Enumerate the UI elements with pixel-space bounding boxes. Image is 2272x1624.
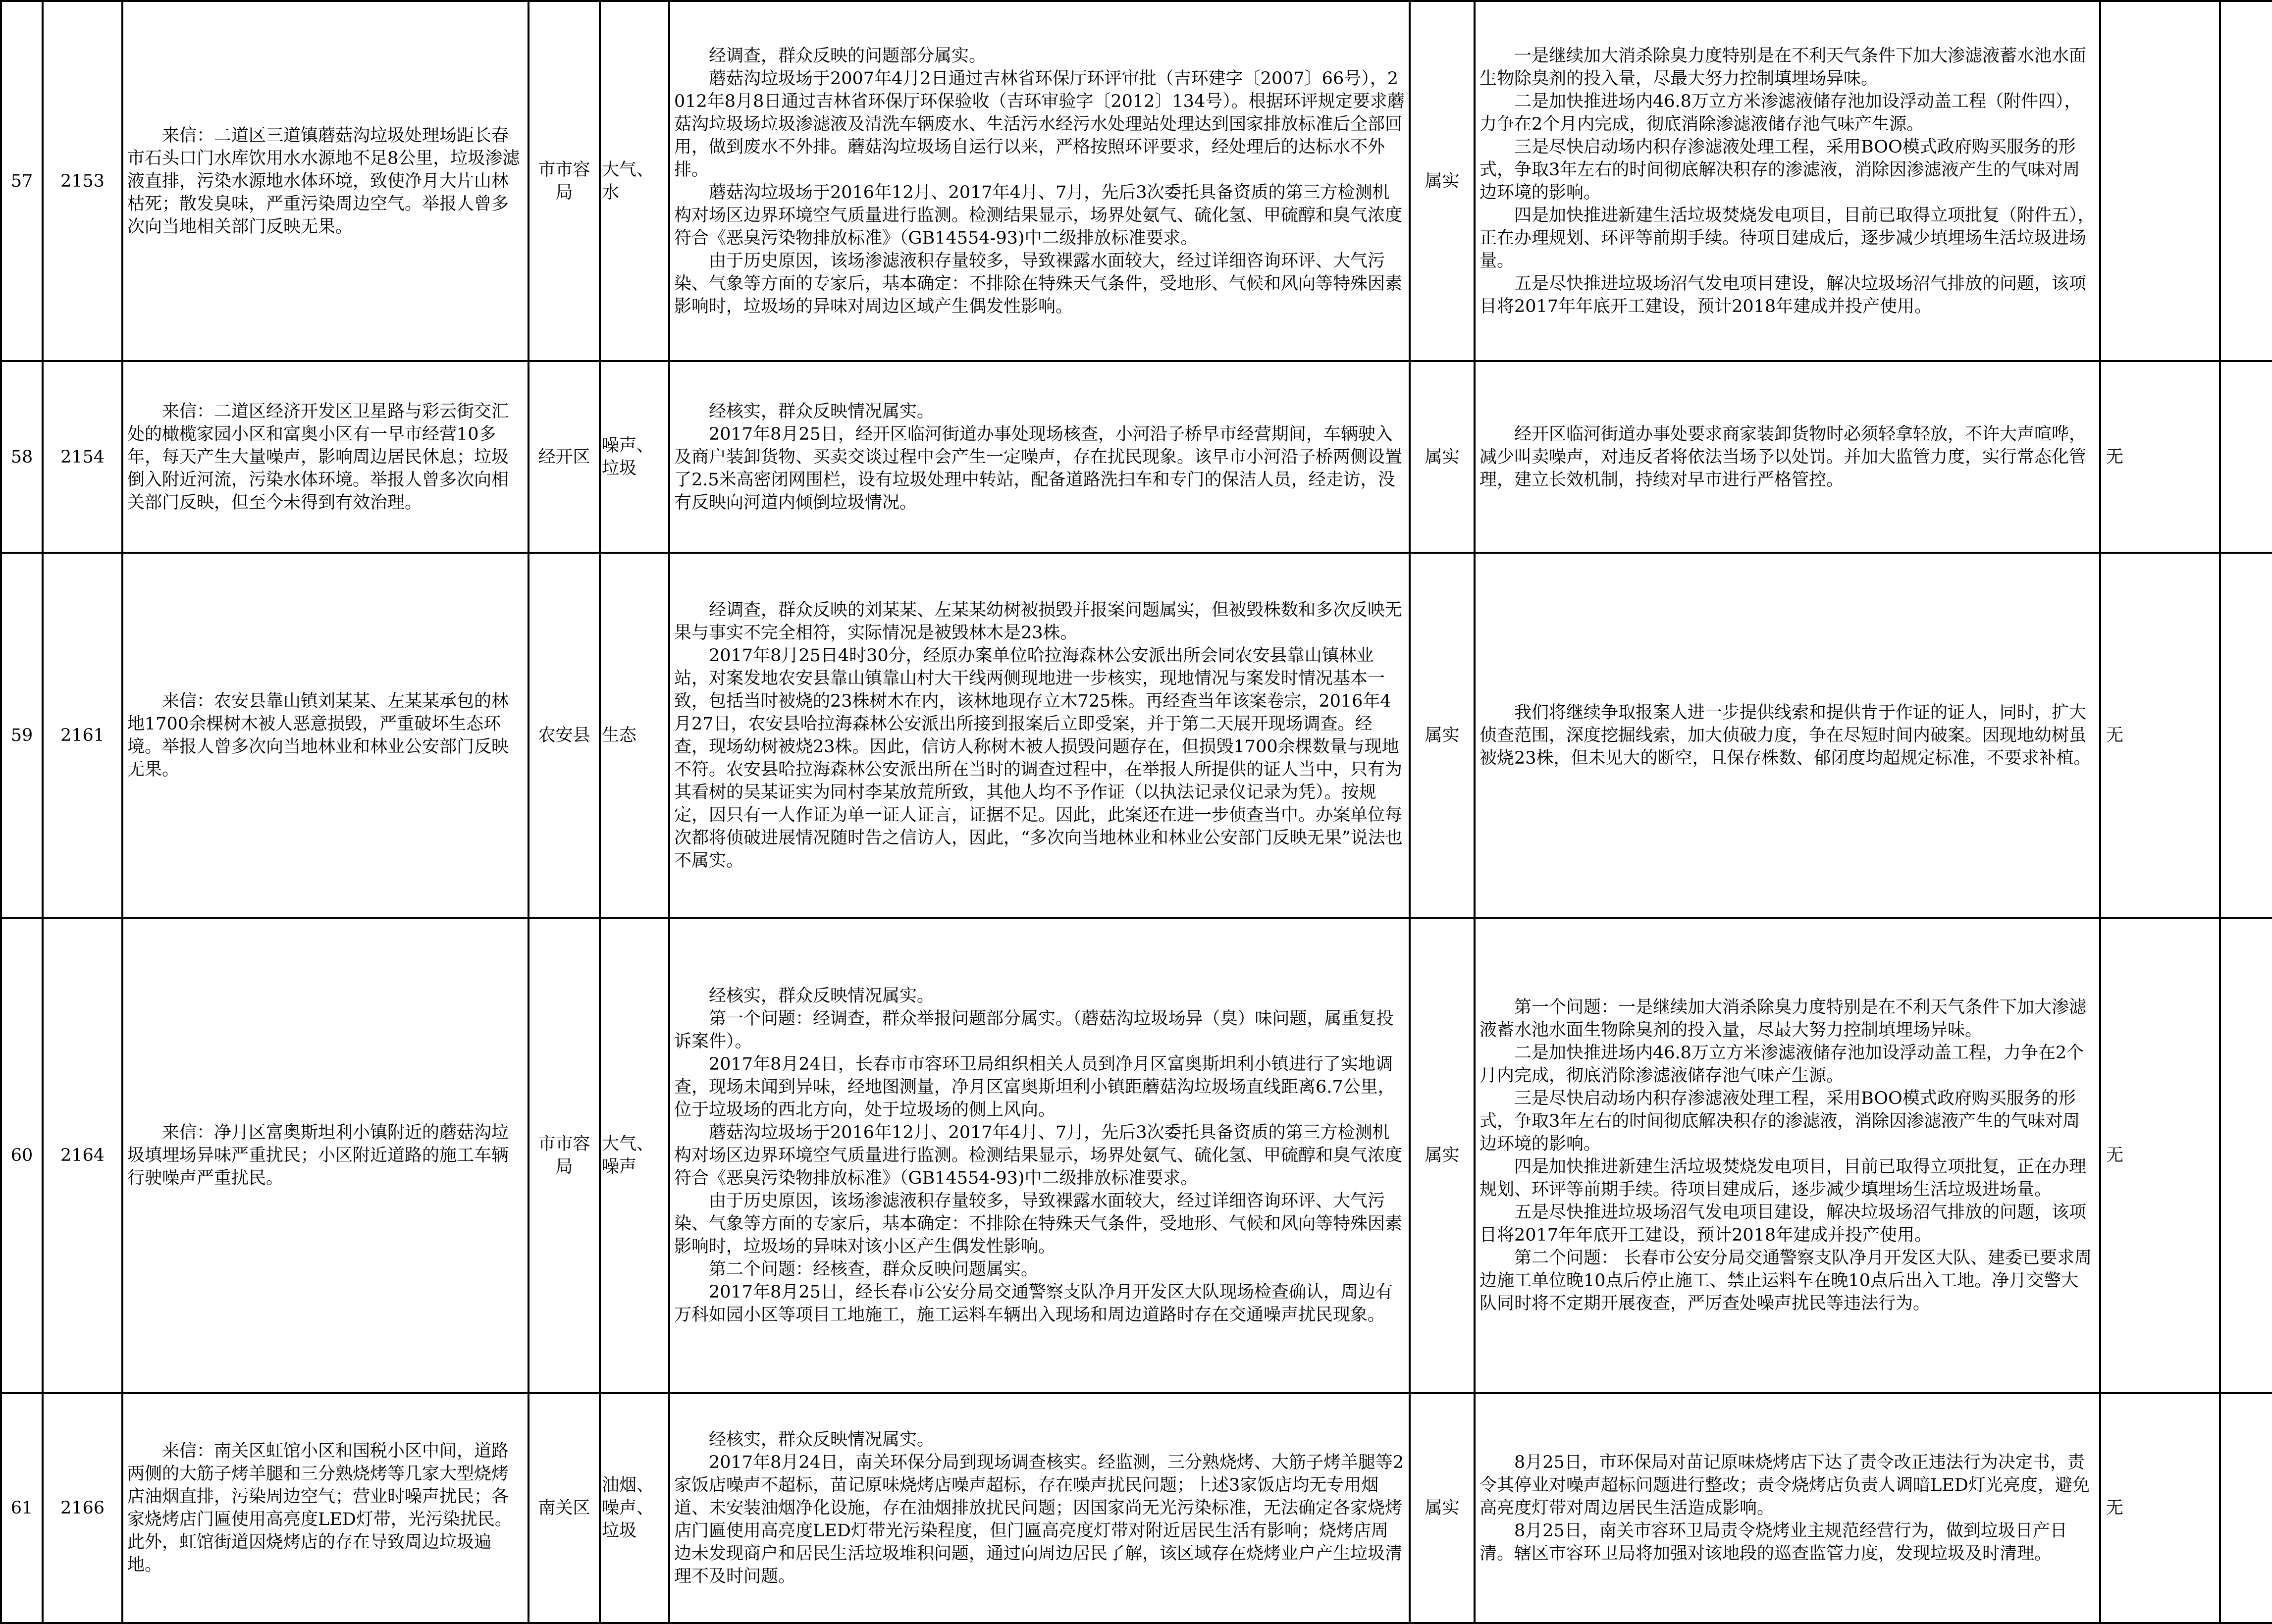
verification-result: 属实 bbox=[1410, 918, 1475, 1393]
accountability-note: 无 bbox=[2100, 361, 2220, 553]
case-id: 2153 bbox=[43, 1, 122, 361]
row-number: 60 bbox=[1, 918, 43, 1393]
investigation-text bbox=[669, 1393, 1410, 1623]
measure-paragraph: 四是加快推进新建生活垃圾焚烧发电项目，目前已取得立项批复（附件五），正在办理规划、环评等前期手续。待项目建成后，逐步减少填埋场生活垃圾进场量。 bbox=[1479, 205, 2095, 271]
remediation-measures bbox=[1475, 553, 2100, 918]
accountability-note: 无 bbox=[2100, 553, 2220, 918]
pollution-type: 噪声、垃圾 bbox=[600, 361, 669, 553]
table-row bbox=[1, 553, 2272, 918]
remediation-measures bbox=[1475, 1393, 2100, 1623]
measure-paragraph: 经开区临河街道办事处要求商家装卸货物时必须轻拿轻放，不许大声喧哗，减少叫卖噪声，对违反者将依法当场予以处罚。并加大监管力度，实行常态化管理，建立长效机制，持续对早市进行严格管控。 bbox=[1479, 424, 2087, 490]
verification-result: 属实 bbox=[1410, 1, 1475, 361]
measure-paragraph: 我们将继续争取报案人进一步提供线索和提供肯于作证的证人，同时，扩大侦查范围，深度挖掘线索，加大侦破力度，争在尽短时间内破案。因现地幼树虽被烧23株，但未见大的断空，且保存株数、郁闭度均超规定标准，不要求补植。 bbox=[1479, 702, 2091, 768]
measure-paragraph: 四是加快推进新建生活垃圾焚烧发电项目，目前已取得立项批复，正在办理规划、环评等前期手续。待项目建成后，逐步减少填埋场生活垃圾进场量。 bbox=[1479, 1157, 2087, 1200]
responsible-unit: 市市容局 bbox=[528, 1, 600, 361]
responsible-unit: 市市容局 bbox=[528, 918, 600, 1393]
table-row bbox=[1, 918, 2272, 1393]
measure-paragraph: 五是尽快推进垃圾场沼气发电项目建设，解决垃圾场沼气排放的问题，该项目将2017年年底开工建设，预计2018年建成并投产使用。 bbox=[1479, 273, 2087, 316]
blank-cell bbox=[2220, 553, 2272, 918]
investigation-paragraph: 经核实，群众反映情况属实。 bbox=[709, 401, 935, 421]
responsible-unit: 农安县 bbox=[528, 553, 600, 918]
pollution-type: 生态 bbox=[600, 553, 669, 918]
pollution-type: 大气、水 bbox=[600, 1, 669, 361]
measure-paragraph: 五是尽快推进垃圾场沼气发电项目建设，解决垃圾场沼气排放的问题，该项目将2017年年底开工建设，预计2018年建成并投产使用。 bbox=[1479, 1203, 2087, 1245]
row-number: 57 bbox=[1, 1, 43, 361]
complaint-text: 来信：净月区富奥斯坦利小镇附近的蘑菇沟垃圾填埋场异味严重扰民；小区附近道路的施工车辆行驶噪声严重扰民。 bbox=[122, 918, 528, 1393]
blank-cell bbox=[2220, 1393, 2272, 1623]
measure-paragraph: 第二个问题： 长春市公安分局交通警察支队净月开发区大队、建委已要求周边施工单位晚10点后停止施工、禁止运料车在晚10点后出入工地。净月交警大队同时将不定期开展夜查，严厉查处噪声扰民等违法行为。 bbox=[1479, 1248, 2092, 1313]
measure-paragraph: 三是尽快启动场内积存渗滤液处理工程，采用BOO模式政府购买服务的形式，争取3年左右的时间彻底解决积存的渗滤液，消除因渗滤液产生的气味对周边环境的影响。 bbox=[1479, 137, 2080, 203]
investigation-paragraph: 经调查，群众反映的刘某某、左某某幼树被损毁并报案问题属实，但被毁株数和多次反映无果与事实不完全相符，实际情况是被毁林木是23株。 bbox=[674, 600, 1403, 643]
blank-cell bbox=[2220, 361, 2272, 553]
accountability-note bbox=[2100, 1, 2220, 361]
remediation-measures bbox=[1475, 918, 2100, 1393]
remediation-measures bbox=[1475, 361, 2100, 553]
investigation-paragraph: 2017年8月25日，经开区临河街道办事处现场核查，小河沿子桥早市经营期间，车辆驶入及商户装卸货物、买卖交谈过程中会产生一定噪声，存在扰民现象。该早市小河沿子桥两侧设置了2.5米高密闭网围栏，设有垃圾处理中转站，配备道路洗扫车和专门的保洁人员，经走访，没有反映向河道内倾倒垃圾情况。 bbox=[674, 424, 1403, 513]
case-id: 2154 bbox=[43, 361, 122, 553]
investigation-paragraph: 由于历史原因，该场渗滤液积存量较多，导致裸露水面较大，经过详细咨询环评、大气污染、气象等方面的专家后，基本确定：不排除在特殊天气条件，受地形、气候和风向等特殊因素影响时，垃圾场的异味对该小区产生偶发性影响。 bbox=[674, 1191, 1403, 1257]
investigation-paragraph: 2017年8月24日，长春市市容环卫局组织相关人员到净月区富奥斯坦利小镇进行了实地调查，现场未闻到异味，经地图测量，净月区富奥斯坦利小镇距蘑菇沟垃圾场直线距离6.7公里，位于垃圾场的西北方向，处于垃圾场的侧上风向。 bbox=[674, 1054, 1395, 1120]
measure-paragraph: 8月25日，南关市容环卫局责令烧烤业主规范经营行为，做到垃圾日产日清。辖区市容环卫局将加强对该地段的巡查监管力度，发现垃圾及时清理。 bbox=[1479, 1521, 2067, 1564]
investigation-paragraph: 2017年8月25日4时30分，经原办案单位哈拉海森林公安派出所会同农安县靠山镇林业站，对案发地农安县靠山镇靠山村大干线两侧现地进一步核实，现地情况与案发时情况基本一致，包括当时被烧的23株树木在内，该林地现存立木725株。再经查当年该案卷宗，2016年4月27日，农安县哈拉海森林公安派出所接到报案后立即受案，并于第二天展开现场调查。经查，现场幼树被烧23株。因此，信访人称树木被人损毁问题存在，但损毁1700余棵数量与现地不符。农安县哈拉海森林公安派出所在当时的调查过程中，在举报人所提供的证人当中，只有为其看树的吴某证实为同村李某放荒所致，其他人均不予作证（以执法记录仪记录为凭）。按规定，因只有一人作证为单一证人证言，证据不足。因此，此案还在进一步侦查当中。办案单位每次都将侦破进展情况随时告之信访人，因此，“多次向当地林业和林业公安部门反映无果”说法也不属实。 bbox=[674, 645, 1403, 871]
investigation-paragraph: 蘑菇沟垃圾场于2016年12月、2017年4月、7月，先后3次委托具备资质的第三方检测机构对场区边界环境空气质量进行监测。检测结果显示，场界处氨气、硫化氢、甲硫醇和臭气浓度符合《恶臭污染物排放标准》（GB14554-93)中二级排放标准要求。 bbox=[674, 182, 1403, 248]
verification-result: 属实 bbox=[1410, 361, 1475, 553]
measure-paragraph: 第一个问题：一是继续加大消杀除臭力度特别是在不利天气条件下加大渗滤液蓄水池水面生物除臭剂的投入量，尽最大努力控制填埋场异味。 bbox=[1479, 997, 2087, 1040]
investigation-text bbox=[669, 918, 1410, 1393]
row-number: 58 bbox=[1, 361, 43, 553]
investigation-text bbox=[669, 553, 1410, 918]
measure-paragraph: 二是加快推进场内46.8万立方米渗滤液储存池加设浮动盖工程（附件四），力争在2个月内完成，彻底消除渗滤液储存池气味产生源。 bbox=[1479, 91, 2082, 134]
investigation-paragraph: 第一个问题：经调查，群众举报问题部分属实。（蘑菇沟垃圾场异（臭）味问题，属重复投诉案件）。 bbox=[674, 1009, 1394, 1051]
verification-result: 属实 bbox=[1410, 553, 1475, 918]
measure-paragraph: 三是尽快启动场内积存渗滤液处理工程，采用BOO模式政府购买服务的形式，争取3年左右的时间彻底解决积存的渗滤液，消除因渗滤液产生的气味对周边环境的影响。 bbox=[1479, 1089, 2080, 1154]
responsible-unit: 经开区 bbox=[528, 361, 600, 553]
investigation-paragraph: 2017年8月24日，南关环保分局到现场调查核实。经监测，三分熟烧烤、大筋子烤羊腿等2家饭店噪声不超标，苗记原味烧烤店噪声超标，存在噪声扰民问题；上述3家饭店均无专用烟道、未安装油烟净化设施，存在油烟排放扰民问题；因国家尚无光污染标准，无法确定各家烧烤店门匾使用高亮度LED灯带光污染程度，但门匾高亮度灯带对附近居民生活有影响；烧烤店周边未发现商户和居民生活垃圾堆积问题，通过向周边居民了解，该区域存在烧烤业户产生垃圾清理不及时问题。 bbox=[674, 1453, 1404, 1586]
measure-paragraph: 8月25日，市环保局对苗记原味烧烤店下达了责令改正违法行为决定书，责令其停业对噪声超标问题进行整改；责令烧烤店负责人调暗LED灯光亮度，避免高亮度灯带对周边居民生活造成影响。 bbox=[1479, 1453, 2090, 1518]
investigation-text bbox=[669, 1, 1410, 361]
responsible-unit: 南关区 bbox=[528, 1393, 600, 1623]
accountability-note: 无 bbox=[2100, 1393, 2220, 1623]
pollution-type: 油烟、噪声、垃圾 bbox=[600, 1393, 669, 1623]
investigation-paragraph: 由于历史原因，该场渗滤液积存量较多，导致裸露水面较大，经过详细咨询环评、大气污染、气象等方面的专家后，基本确定：不排除在特殊天气条件，受地形、气候和风向等特殊因素影响时，垃圾场的异味对周边区域产生偶发性影响。 bbox=[674, 251, 1403, 316]
investigation-paragraph: 经核实，群众反映情况属实。 bbox=[709, 1430, 935, 1450]
complaint-text: 来信：二道区经济开发区卫星路与彩云街交汇处的橄榄家园小区和富奥小区有一早市经营10多年，每天产生大量噪声，影响周边居民休息；垃圾倒入附近河流，污染水体环境。举报人曾多次向相关部门反映，但至今未得到有效治理。 bbox=[122, 361, 528, 553]
case-id: 2164 bbox=[43, 918, 122, 1393]
blank-cell bbox=[2220, 918, 2272, 1393]
complaint-text: 来信：二道区三道镇蘑菇沟垃圾处理场距长春市石头口门水库饮用水水源地不足8公里，垃圾渗滤液直排，污染水源地水体环境，致使净月大片山林枯死；散发臭味，严重污染周边空气。举报人曾多次向当地相关部门反映无果。 bbox=[122, 1, 528, 361]
blank-cell bbox=[2220, 1, 2272, 361]
table-row bbox=[1, 361, 2272, 553]
row-number: 59 bbox=[1, 553, 43, 918]
investigation-paragraph: 2017年8月25日，经长春市公安分局交通警察支队净月开发区大队现场检查确认，周边有万科如园小区等项目工地施工，施工运料车辆出入现场和周边道路时存在交通噪声扰民现象。 bbox=[674, 1282, 1393, 1325]
complaint-text: 来信：南关区虹馆小区和国税小区中间，道路两侧的大筋子烤羊腿和三分熟烧烤等几家大型烧烤店油烟直排，污染周边空气；营业时噪声扰民；各家烧烤店门匾使用高亮度LED灯带，光污染扰民。此外，虹馆街道因烧烤店的存在导致周边垃圾遍地。 bbox=[122, 1393, 528, 1623]
remediation-measures bbox=[1475, 1, 2100, 361]
table-row bbox=[1, 1, 2272, 361]
investigation-paragraph: 蘑菇沟垃圾场于2016年12月、2017年4月、7月，先后3次委托具备资质的第三方检测机构对场区边界环境空气质量进行监测。检测结果显示，场界处氨气、硫化氢、甲硫醇和臭气浓度符合《恶臭污染物排放标准》（GB14554-93)中二级排放标准要求。 bbox=[674, 1123, 1403, 1188]
table-row bbox=[1, 1393, 2272, 1623]
investigation-text bbox=[669, 361, 1410, 553]
pollution-type: 大气、噪声 bbox=[600, 918, 669, 1393]
measure-paragraph: 二是加快推进场内46.8万立方米渗滤液储存池加设浮动盖工程，力争在2个月内完成，彻底消除渗滤液储存池气味产生源。 bbox=[1479, 1043, 2084, 1086]
row-number: 61 bbox=[1, 1393, 43, 1623]
investigation-paragraph: 蘑菇沟垃圾场于2007年4月2日通过吉林省环保厅环评审批（吉环建字〔2007〕66号），2012年8月8日通过吉林省环保厅环保验收（吉环审验字〔2012〕134号）。根据环评规定要求蘑菇沟垃圾场垃圾渗滤液及清洗车辆废水、生活污水经污水处理站处理达到国家排放标准后全部回用，做到废水不外排。蘑菇沟垃圾场自运行以来，严格按照环评要求，经处理后的达标水不外排。 bbox=[674, 68, 1405, 180]
complaint-text: 来信：农安县靠山镇刘某某、左某某承包的林地1700余棵树木被人恶意损毁，严重破坏生态环境。举报人曾多次向当地林业和林业公安部门反映无果。 bbox=[122, 553, 528, 918]
accountability-note: 无 bbox=[2100, 918, 2220, 1393]
case-id: 2166 bbox=[43, 1393, 122, 1623]
measure-paragraph: 一是继续加大消杀除臭力度特别是在不利天气条件下加大渗滤液蓄水池水面生物除臭剂的投入量，尽最大努力控制填埋场异味。 bbox=[1479, 46, 2087, 89]
verification-result: 属实 bbox=[1410, 1393, 1475, 1623]
investigation-paragraph: 第二个问题：经核查，群众反映问题属实。 bbox=[709, 1259, 1039, 1279]
investigation-paragraph: 经核实，群众反映情况属实。 bbox=[709, 986, 935, 1006]
investigation-paragraph: 经调查，群众反映的问题部分属实。 bbox=[709, 46, 987, 66]
case-id: 2161 bbox=[43, 553, 122, 918]
